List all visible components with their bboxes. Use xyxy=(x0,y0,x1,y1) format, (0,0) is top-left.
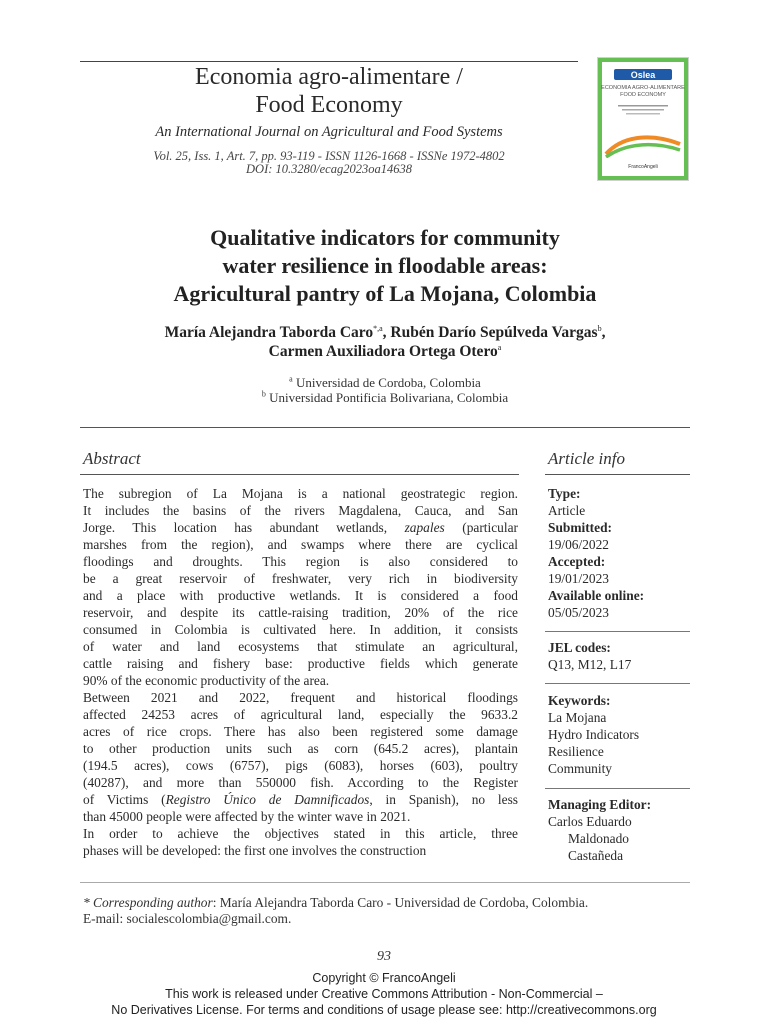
page-number: 93 xyxy=(377,949,391,964)
copyright-line: Copyright © FrancoAngeli xyxy=(312,971,456,985)
abstract-line: (40287), and more than 550000 fish. According to the Register xyxy=(83,775,518,790)
license-line: No Derivatives License. For terms and conditions of usage please see: http://creativecommons.org xyxy=(111,1003,657,1017)
cover-title: ECONOMIA AGRO-ALIMENTARE FOOD ECONOMY xyxy=(601,85,685,98)
footnote-label: * Corresponding author xyxy=(83,895,213,910)
keyword: Hydro Indicators xyxy=(548,727,640,742)
abstract-italic-term: zapales xyxy=(404,520,445,535)
journal-cover-image xyxy=(598,58,688,180)
article-title-line: Agricultural pantry of La Mojana, Colombia xyxy=(173,281,597,306)
abstract-rule xyxy=(80,474,519,475)
info-rule xyxy=(545,631,690,632)
accepted-value: 19/01/2023 xyxy=(548,571,610,586)
svg-text:Oslea: Oslea xyxy=(630,70,656,80)
abstract-line: phases will be developed: the first one involves the construction xyxy=(83,843,427,858)
author-separator: , xyxy=(601,324,606,341)
cover-swoosh xyxy=(604,130,682,158)
header-rule xyxy=(80,61,578,62)
abstract-line: reservoir, and despite its cattle-raising tradition, 20% of the rice xyxy=(83,605,518,620)
type-label: Type: xyxy=(548,486,581,501)
author-mark: a xyxy=(497,342,502,352)
affiliation-text: Universidad Pontificia Bolivariana, Colombia xyxy=(265,390,509,405)
type-value: Article xyxy=(548,503,586,518)
abstract-line: In order to achieve the objectives stated in this article, three xyxy=(83,826,518,841)
abstract-line: affected 24253 acres of agricultural land, especially the 9633.2 xyxy=(83,707,518,722)
affiliation xyxy=(60,375,710,391)
journal-title-line1: Economia agro-alimentare / xyxy=(195,64,463,90)
abstract-line: consumed in Colombia is cultivated here. In addition, it consists xyxy=(83,622,518,637)
abstract-line: than 45000 people were affected by the winter wave in 2021. xyxy=(83,809,411,824)
available-online-label: Available online: xyxy=(548,588,645,603)
abstract-line: to other production units such as corn (645.2 acres), plantain xyxy=(83,741,518,756)
abstract-heading: Abstract xyxy=(83,449,141,468)
abstract-line: 90% of the economic productivity of the area. xyxy=(83,673,330,688)
article-title-line: Qualitative indicators for community xyxy=(210,225,560,250)
abstract-line: acres of rice crops. There has also been registered some damage xyxy=(83,724,518,739)
abstract-line: Jorge. This location has abundant wetlands, zapales (particular xyxy=(83,520,519,535)
abstract-line: floodings and droughts. This region is also considered to xyxy=(83,554,518,569)
keyword: Community xyxy=(548,761,612,776)
keywords-label: Keywords: xyxy=(548,693,611,708)
managing-editor-name: Carlos Eduardo xyxy=(548,814,632,829)
journal-subtitle: An International Journal on Agricultural and Food Systems xyxy=(155,124,503,140)
managing-editor-name: Castañeda xyxy=(568,848,624,863)
journal-title-line2: Food Economy xyxy=(255,92,403,118)
cover-logo xyxy=(614,66,672,82)
authors-line xyxy=(60,323,710,343)
abstract-line: of water and land ecosystems that stimulate an agricultural, xyxy=(83,639,518,654)
article-info-heading: Article info xyxy=(548,449,625,468)
affiliation-mark: b xyxy=(261,389,266,399)
abstract-line: of Victims (Registro Único de Damnificados, in Spanish), no less xyxy=(83,792,519,807)
affiliation-mark: a xyxy=(289,374,293,384)
info-rule xyxy=(545,683,690,684)
author-name: Rubén Darío Sepúlveda Vargas xyxy=(390,324,598,341)
jel-value: Q13, M12, L17 xyxy=(548,657,632,672)
author-name: María Alejandra Taborda Caro xyxy=(164,324,374,341)
managing-editor-name: Maldonado xyxy=(568,831,629,846)
abstract-line: marshes from the region), and swamps where there are cyclical xyxy=(83,537,518,552)
info-rule xyxy=(545,788,690,789)
abstract-line: (194.5 acres), cows (6757), pigs (6083), horses (603), poultry xyxy=(83,758,518,773)
abstract-italic-term: Registro Único de Damnificados xyxy=(165,792,370,807)
abstract-line: It includes the basins of the rivers Magdalena, Cauca, and San xyxy=(83,503,518,518)
abstract-line: cattle raising and fishery base: productive fields which generate xyxy=(83,656,518,671)
abstract-line: and a place with productive wetlands. It is considered a food xyxy=(83,588,518,603)
footnote-rule xyxy=(80,882,690,883)
cover-publisher: FrancoAngeli xyxy=(628,164,658,170)
abstract-line: The subregion of La Mojana is a national geostrategic region. xyxy=(83,486,518,501)
section-rule xyxy=(80,427,690,428)
footnote-text: : María Alejandra Taborda Caro - Universidad de Cordoba, Colombia. xyxy=(212,895,589,910)
article-title-line: water resilience in floodable areas: xyxy=(222,253,548,278)
corresponding-author-note xyxy=(83,895,693,911)
abstract-line: Between 2021 and 2022, frequent and historical floodings xyxy=(83,690,518,705)
author-separator: , xyxy=(382,324,391,341)
accepted-label: Accepted: xyxy=(548,554,606,569)
abstract-line: be a great reservoir of freshwater, very rich in biodiversity xyxy=(83,571,518,586)
managing-editor-label: Managing Editor: xyxy=(548,797,652,812)
affiliation-text: Universidad de Cordoba, Colombia xyxy=(292,375,481,390)
cover-text-lines xyxy=(612,104,674,116)
jel-label: JEL codes: xyxy=(548,640,611,655)
author-mark: b xyxy=(597,323,602,333)
doi-line: DOI: 10.3280/ecag2023oa14638 xyxy=(246,162,412,176)
authors-line xyxy=(60,342,710,362)
author-mark: *,a xyxy=(373,323,383,333)
author-name: Carmen Auxiliadora Ortega Otero xyxy=(268,343,498,360)
volume-line: Vol. 25, Iss. 1, Art. 7, pp. 93-119 - ISSN 1126-1668 - ISSNe 1972-4802 xyxy=(153,149,505,163)
affiliation xyxy=(60,390,710,406)
article-info-rule xyxy=(545,474,690,475)
corresponding-author-email: E-mail: socialescolombia@gmail.com. xyxy=(83,911,292,926)
submitted-label: Submitted: xyxy=(548,520,612,535)
keyword: La Mojana xyxy=(548,710,607,725)
available-online-value: 05/05/2023 xyxy=(548,605,610,620)
keyword: Resilience xyxy=(548,744,604,759)
submitted-value: 19/06/2022 xyxy=(548,537,610,552)
license-line: This work is released under Creative Commons Attribution - Non-Commercial – xyxy=(165,987,603,1001)
keywords-heading xyxy=(548,692,690,709)
